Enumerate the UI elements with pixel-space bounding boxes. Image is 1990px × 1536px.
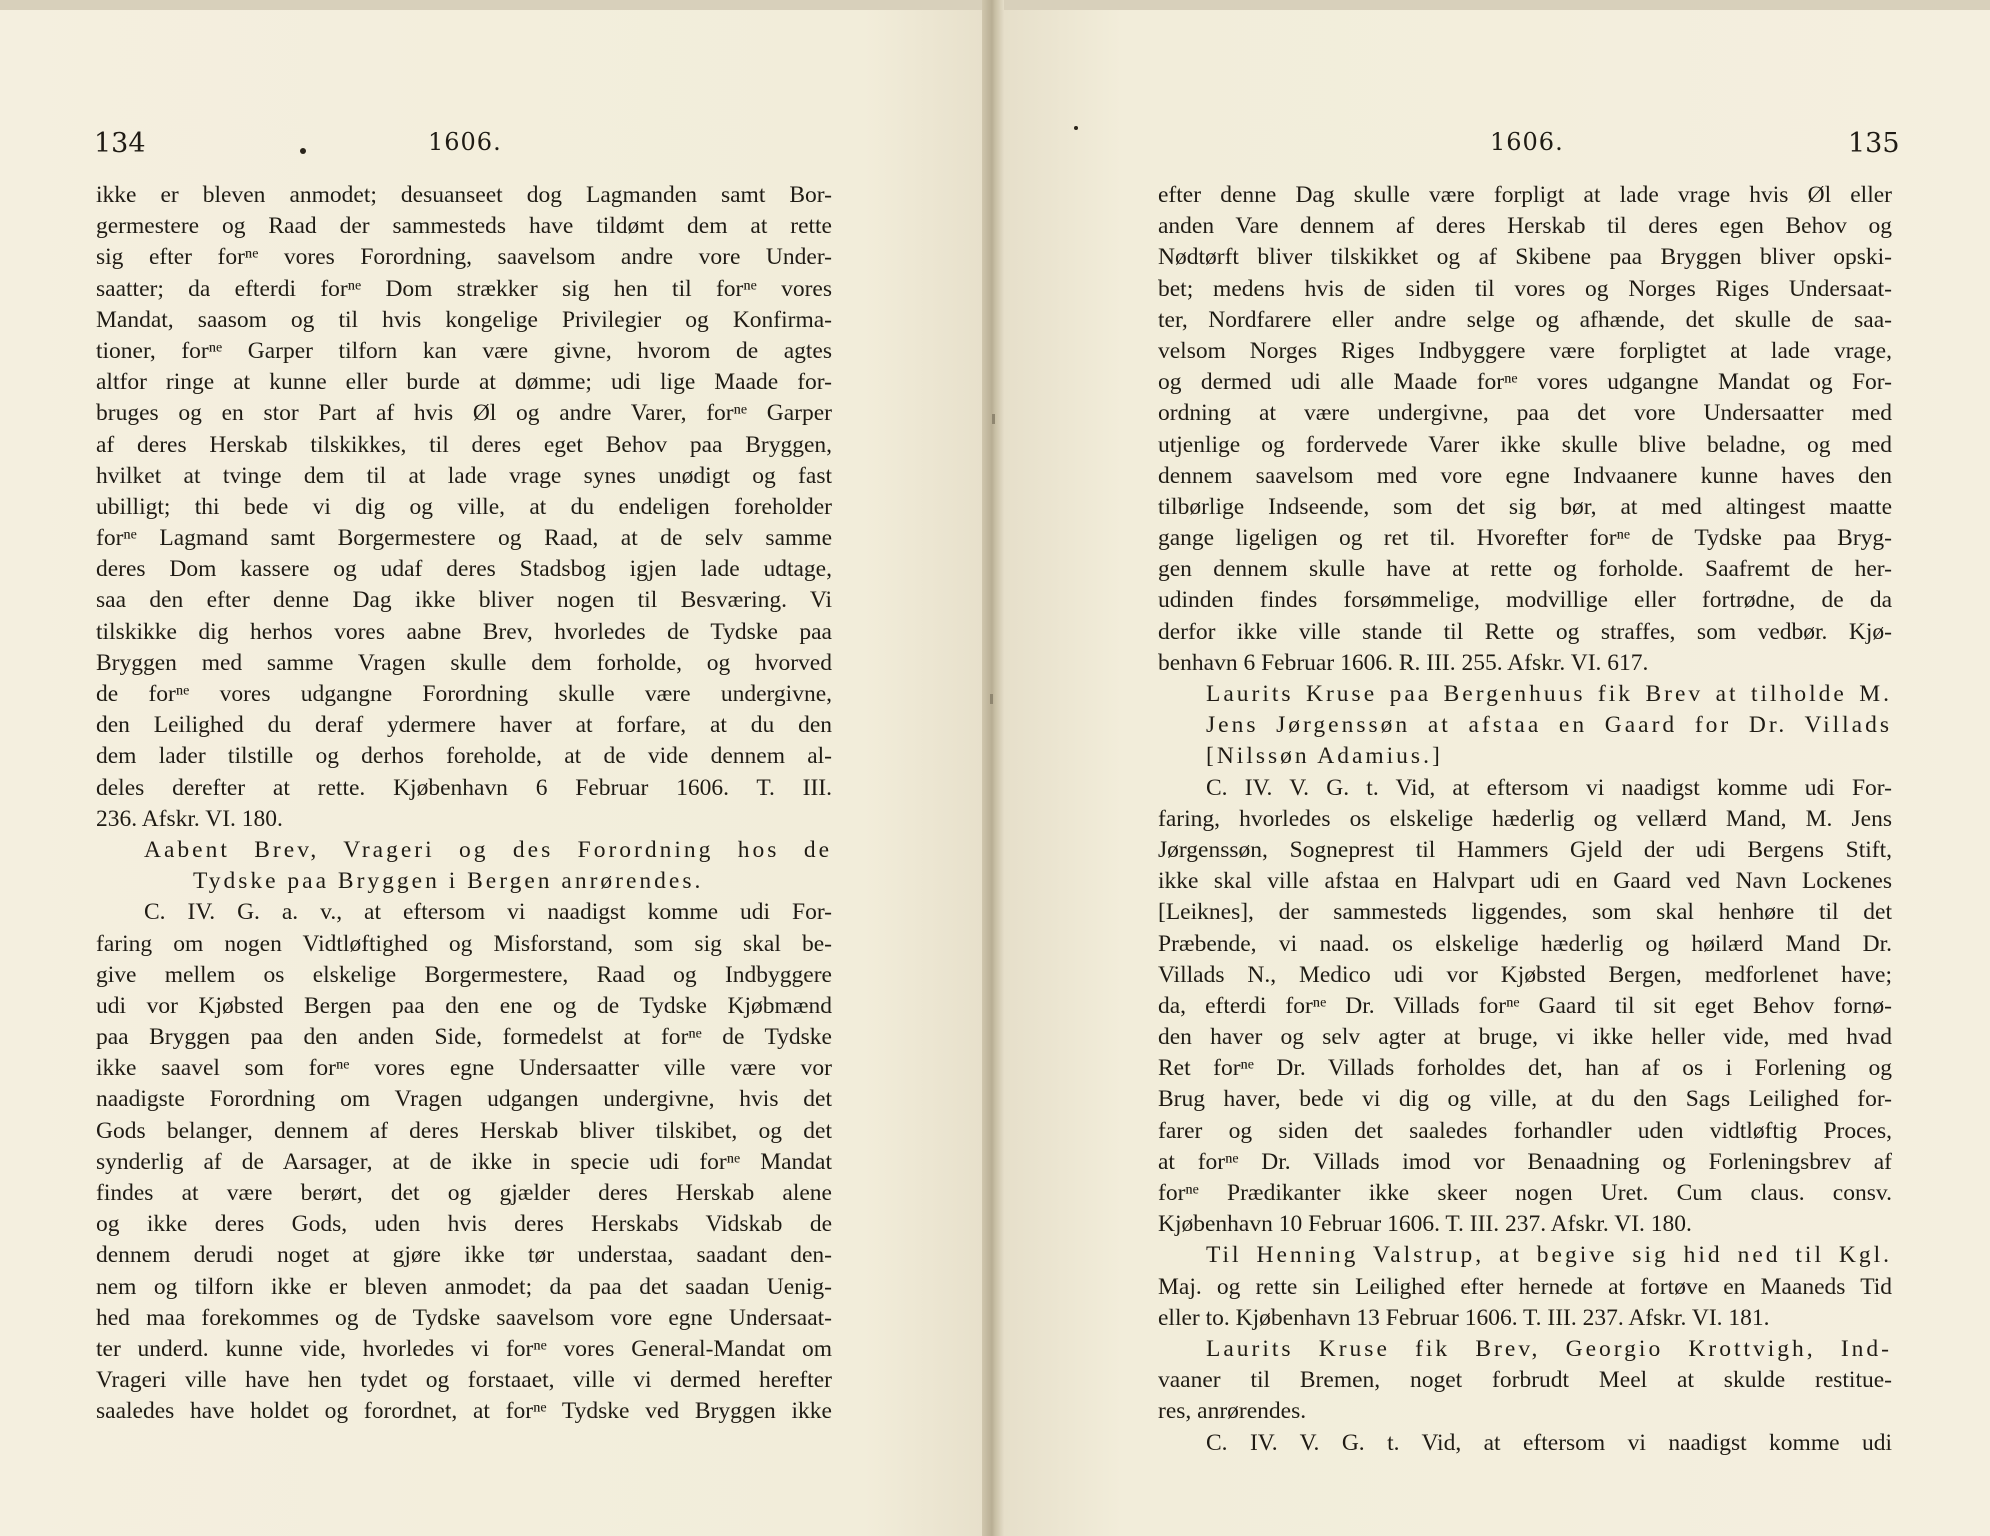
text-line: at forⁿᵉ Dr. Villads imod vor Benaadning og Forleningsbrev af <box>1158 1148 1892 1175</box>
text-line: Laurits Kruse paa Bergenhuus fik Brev at tilholde M. <box>1206 681 1892 707</box>
text-line: utjenlige og fordervede Varer ikke skulle blive beladne, og med <box>1158 431 1892 458</box>
text-line: Præbende, vi naad. os elskelige hæderlig og høilærd Mand Dr. <box>1158 930 1892 957</box>
text-line: bet; medens hvis de siden til vores og Norges Riges Undersaat- <box>1158 275 1892 302</box>
text-line: dennem saavelsom med vore egne Indvaanere kunne haves den <box>1158 462 1892 489</box>
text-line: Kjøbenhavn 10 Februar 1606. T. III. 237. Afskr. VI. 180. <box>1158 1211 1692 1238</box>
text-line: tilbørlige Indseende, som det sig bør, at med altingest maatte <box>1158 493 1892 520</box>
text-line: efter denne Dag skulle være forpligt at lade vrage hvis Øl eller <box>1158 182 1892 208</box>
text-line: den haver og selv agter at bruge, vi ikke heller vide, med hvad <box>1158 1024 1892 1051</box>
text-line: Nødtørft bliver tilskikket og af Skibene paa Bryggen bliver opski- <box>1158 244 1892 271</box>
text-line: Ret forⁿᵉ Dr. Villads forholdes det, han af os i Forlening og <box>1158 1055 1892 1082</box>
text-line: Til Henning Valstrup, at begive sig hid ned til Kgl. <box>1206 1242 1892 1269</box>
ink-dot <box>1074 126 1078 130</box>
text-line: C. IV. V. G. t. Vid, at eftersom vi naadigst komme udi For- <box>1206 774 1892 801</box>
gutter-mark <box>990 694 993 704</box>
right-page-text <box>1158 180 1892 1459</box>
text-line: naadigste Forordning om Vragen udgangen undergivne, hvis det <box>96 1086 832 1113</box>
text-line: af deres Herskab tilskikkes, til deres eget Behov paa Bryggen, <box>96 431 832 458</box>
text-line: benhavn 6 Februar 1606. R. III. 255. Afskr. VI. 617. <box>1158 649 1649 676</box>
text-line: faring, hvorledes os elskelige hæderlig og vellærd Mand, M. Jens <box>1158 805 1892 832</box>
text-line: Villads N., Medico udi vor Kjøbsted Bergen, medforlenet have; <box>1158 961 1892 988</box>
text-line: Jørgenssøn, Sogneprest til Hammers Gjeld der udi Bergens Stift, <box>1158 836 1892 863</box>
text-line: ter, Nordfarere eller andre selge og afhænde, det skulle de saa- <box>1158 306 1892 333</box>
text-line: og dermed udi alle Maade forⁿᵉ vores udgangne Mandat og For- <box>1158 369 1892 396</box>
text-line: ubilligt; thi bede vi dig og ville, at du endeligen foreholder <box>96 493 832 520</box>
text-line: C. IV. V. G. t. Vid, at eftersom vi naadigst komme udi <box>1206 1429 1892 1456</box>
text-line: give mellem os elskelige Borgermestere, Raad og Indbyggere <box>96 961 832 988</box>
text-line: gen dennem skulle have at rette og forholde. Saafremt de her- <box>1158 556 1892 583</box>
text-line: Vrageri ville have hen tydet og forstaaet, ville vi dermed herefter <box>96 1367 832 1394</box>
text-line: deres Dom kassere og udaf deres Stadsbog igjen lade udtage, <box>96 556 832 583</box>
ink-dot <box>300 148 306 154</box>
text-line: faring om nogen Vidtløftighed og Misforstand, som sig skal be- <box>96 930 832 957</box>
text-line: dennem derudi noget at gjøre ikke tør understaa, saadant den- <box>96 1242 832 1269</box>
text-line: [Leiknes], der sammesteds liggendes, som skal henhøre til det <box>1158 899 1892 926</box>
text-line: Maj. og rette sin Leilighed efter hernede at fortøve en Maaneds Tid <box>1158 1273 1892 1300</box>
text-line: forⁿᵉ Lagmand samt Borgermestere og Raad, at de selv samme <box>96 525 832 552</box>
text-line: findes at være berørt, det og gjælder deres Herskab alene <box>96 1180 832 1206</box>
right-page-number: 135 <box>1848 128 1900 159</box>
text-line: de forⁿᵉ vores udgangne Forordning skulle være undergivne, <box>96 681 832 707</box>
book-gutter <box>982 0 1004 1536</box>
text-line: [Nilssøn Adamius.] <box>1206 743 1443 770</box>
text-line: Aabent Brev, Vrageri og des Forordning hos de <box>144 836 832 863</box>
text-line: forⁿᵉ Prædikanter ikke skeer nogen Uret. Cum claus. consv. <box>1158 1180 1892 1206</box>
text-line: saaledes have holdet og forordnet, at forⁿᵉ Tydske ved Bryggen ikke <box>96 1398 832 1425</box>
text-line: ikke er bleven anmodet; desuanseet dog Lagmanden samt Bor- <box>96 182 832 208</box>
text-line: ordning at være undergivne, paa det vore Undersaatter med <box>1158 400 1892 427</box>
text-line: ikke skal ville afstaa en Halvpart udi en Gaard ved Navn Lockenes <box>1158 868 1892 895</box>
text-line: sig efter forⁿᵉ vores Forordning, saavelsom andre vore Under- <box>96 244 832 271</box>
text-line: udi vor Kjøbsted Bergen paa den ene og de Tydske Kjøbmænd <box>96 992 832 1019</box>
text-line: 236. Afskr. VI. 180. <box>96 805 283 832</box>
text-line: Mandat, saasom og til hvis kongelige Privilegier og Konfirma- <box>96 306 832 333</box>
text-line: Brug haver, bede vi dig og ville, at du den Sags Leilighed for- <box>1158 1086 1892 1113</box>
text-line: Laurits Kruse fik Brev, Georgio Krottvigh, Ind- <box>1206 1335 1892 1362</box>
text-line: saatter; da efterdi forⁿᵉ Dom strækker sig hen til forⁿᵉ vores <box>96 275 832 302</box>
left-page-header: 1606. <box>428 128 502 156</box>
text-line: Bryggen med samme Vragen skulle dem forholde, og hvorved <box>96 649 832 676</box>
text-line: Jens Jørgenssøn at afstaa en Gaard for Dr. Villads <box>1206 712 1892 739</box>
gutter-mark <box>992 414 995 424</box>
text-line: anden Vare dennem af deres Herskab til deres egen Behov og <box>1158 213 1892 240</box>
text-line: udinden findes forsømmelige, modvillige eller fortrødne, de da <box>1158 587 1892 614</box>
text-line: vaaner til Bremen, noget forbrudt Meel at skulde restitue- <box>1158 1367 1892 1394</box>
text-line: gange ligeligen og ret til. Hvorefter forⁿᵉ de Tydske paa Bryg- <box>1158 525 1892 552</box>
text-line: ter underd. kunne vide, hvorledes vi forⁿᵉ vores General-Mandat om <box>96 1335 832 1362</box>
text-line: synderlig af de Aarsager, at de ikke in specie udi forⁿᵉ Mandat <box>96 1148 832 1175</box>
text-line: hed maa forekommes og de Tydske saavelsom vore egne Undersaat- <box>96 1304 832 1331</box>
text-line: C. IV. G. a. v., at eftersom vi naadigst komme udi For- <box>144 899 832 926</box>
text-line: derfor ikke ville stande til Rette og straffes, som vedbør. Kjø- <box>1158 618 1892 645</box>
text-line: germestere og Raad der sammesteds have tildømt dem at rette <box>96 213 832 240</box>
text-line: Tydske paa Bryggen i Bergen anrørendes. <box>193 868 704 895</box>
text-line: paa Bryggen paa den anden Side, formedelst at forⁿᵉ de Tydske <box>96 1024 832 1051</box>
text-line: ikke saavel som forⁿᵉ vores egne Undersaatter ville være vor <box>96 1055 832 1082</box>
text-line: hvilket at tvinge dem til at lade vrage synes unødigt og fast <box>96 462 832 489</box>
text-line: bruges og en stor Part af hvis Øl og andre Varer, forⁿᵉ Garper <box>96 400 832 427</box>
text-line: farer og siden det saaledes forhandler uden vidtløftig Proces, <box>1158 1117 1892 1144</box>
text-line: velsom Norges Riges Indbyggere være forpligtet at lade vrage, <box>1158 337 1892 364</box>
text-line: tioner, forⁿᵉ Garper tilforn kan være givne, hvorom de agtes <box>96 337 832 364</box>
text-line: eller to. Kjøbenhavn 13 Februar 1606. T. III. 237. Afskr. VI. 181. <box>1158 1304 1770 1331</box>
right-page-header: 1606. <box>1490 128 1564 156</box>
text-line: og ikke deres Gods, uden hvis deres Herskabs Vidskab de <box>96 1211 832 1238</box>
text-line: saa den efter denne Dag ikke bliver nogen til Besværing. Vi <box>96 587 832 614</box>
text-line: tilskikke dig herhos vores aabne Brev, hvorledes de Tydske paa <box>96 618 832 645</box>
text-line: den Leilighed du deraf ydermere haver at forfare, at du den <box>96 712 832 739</box>
text-line: res, anrørendes. <box>1158 1398 1307 1425</box>
text-line: da, efterdi forⁿᵉ Dr. Villads forⁿᵉ Gaard til sit eget Behov fornø- <box>1158 992 1892 1019</box>
text-line: altfor ringe at kunne eller burde at dømme; udi lige Maade for- <box>96 369 832 396</box>
left-page-text <box>96 180 832 1428</box>
text-line: dem lader tilstille og derhos foreholde, at de vide dennem al- <box>96 743 832 770</box>
text-line: Gods belanger, dennem af deres Herskab bliver tilskibet, og det <box>96 1117 832 1144</box>
text-line: deles derefter at rette. Kjøbenhavn 6 Februar 1606. T. III. <box>96 774 832 801</box>
text-line: nem og tilforn ikke er bleven anmodet; da paa det saadan Uenig- <box>96 1273 832 1300</box>
left-page-number: 134 <box>94 128 146 159</box>
